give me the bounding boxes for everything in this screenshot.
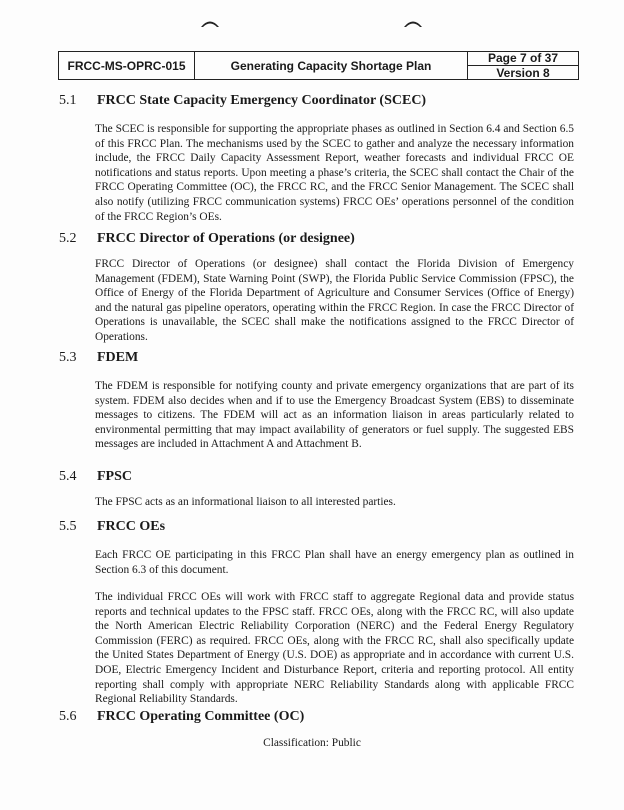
version-number: Version 8 (496, 66, 550, 80)
section-number: 5.1 (59, 93, 77, 108)
classification-footer: Classification: Public (263, 737, 361, 749)
paragraph: The SCEC is responsible for supporting the appropriate phases as outlined in Section 6.4 and Section 6.5 of this FRCC Plan. The mechanisms used by the SCEC to gather and analyze the necessary information include, the FRCC Daily Capacity Assessment Report, weather forecasts and individual FRCC OE notifications and status reports. Upon meeting a phase’s criteria, the SCEC shall contact the Chair of the FRCC Operating Committee (OC), the FRCC RC, and the FRCC Senior Management. The SCEC shall also notify (utilizing FRCC communication systems) FRCC OEs’ operations personnel of the condition of the FRCC Region’s OEs. (95, 123, 574, 223)
binder-hole-mark (200, 18, 220, 28)
section-heading (59, 519, 165, 535)
section-title: FRCC OEs (97, 519, 166, 534)
binder-hole-mark (403, 18, 423, 28)
section-body (95, 257, 574, 345)
section-title: FDEM (97, 350, 139, 365)
page-version-cell (468, 52, 578, 79)
section-body (95, 379, 574, 452)
section-body (95, 495, 574, 510)
paragraph: The individual FRCC OEs will work with FRCC staff to aggregate Regional data and provide status reports and technical updates to the FPSC staff. FRCC OEs, along with the FRCC RC, will also update the North American Electric Reliability Corporation (NERC) and the Federal Energy Regulatory Commission (FERC) as required. FRCC OEs, along with the FRCC RC, shall also specifically update the United States Department of Energy (U.S. DOE) as appropriate and in accordance with current U.S. DOE, Electric Emergency Incident and Disturbance Report, criteria and reporting protocol. All entity reporting shall comply with appropriate NERC Reliability Standards along with applicable FRCC Regional Reliability Standards. (95, 591, 574, 706)
section-heading (59, 469, 132, 485)
section-heading (59, 231, 355, 247)
section-title: FRCC Director of Operations (or designee) (97, 231, 355, 246)
section-number: 5.3 (59, 350, 77, 365)
document-title: Generating Capacity Shortage Plan (195, 52, 468, 79)
page-number: Page 7 of 37 (468, 51, 578, 66)
section-title: FPSC (97, 469, 132, 484)
paragraph: The FPSC acts as an informational liaison to all interested parties. (95, 496, 396, 508)
section-title: FRCC Operating Committee (OC) (97, 709, 305, 724)
document-header-table (58, 51, 579, 80)
section-body (95, 122, 574, 224)
section-body (95, 548, 574, 577)
paragraph: FRCC Director of Operations (or designee) shall contact the Florida Division of Emergency Management (FDEM), State Warning Point (SWP), the Florida Public Service Commission (FPSC), the Office of Energy of the Florida Department of Agriculture and Consumer Services (Office of Energy) and the natural gas pipeline operators, operating within the FRCC Region. In case the FRCC Director of Operations is unavailable, the SCEC shall make the notifications assigned to the FRCC Director of Operations. (95, 258, 574, 343)
section-number: 5.2 (59, 231, 77, 246)
section-body (95, 590, 574, 707)
section-number: 5.4 (59, 469, 77, 484)
section-title: FRCC State Capacity Emergency Coordinator (SCEC) (97, 93, 427, 108)
section-number: 5.5 (59, 519, 77, 534)
paragraph: The FDEM is responsible for notifying county and private emergency organizations that are part of its system. FDEM also decides when and if to use the Emergency Broadcast System (EBS) to disseminate messages to citizens. The FDEM will act as an information liaison in areas particularly related to environmental permitting that may impact availability of generators or fuel supply. The suggested EBS messages are included in Attachment A and Attachment B. (95, 380, 574, 451)
section-heading (59, 350, 138, 366)
paragraph: Each FRCC OE participating in this FRCC Plan shall have an energy emergency plan as outlined in Section 6.3 of this document. (95, 549, 574, 576)
section-heading (59, 709, 304, 725)
document-id: FRCC-MS-OPRC-015 (59, 52, 195, 79)
section-number: 5.6 (59, 709, 77, 724)
section-heading (59, 93, 426, 109)
